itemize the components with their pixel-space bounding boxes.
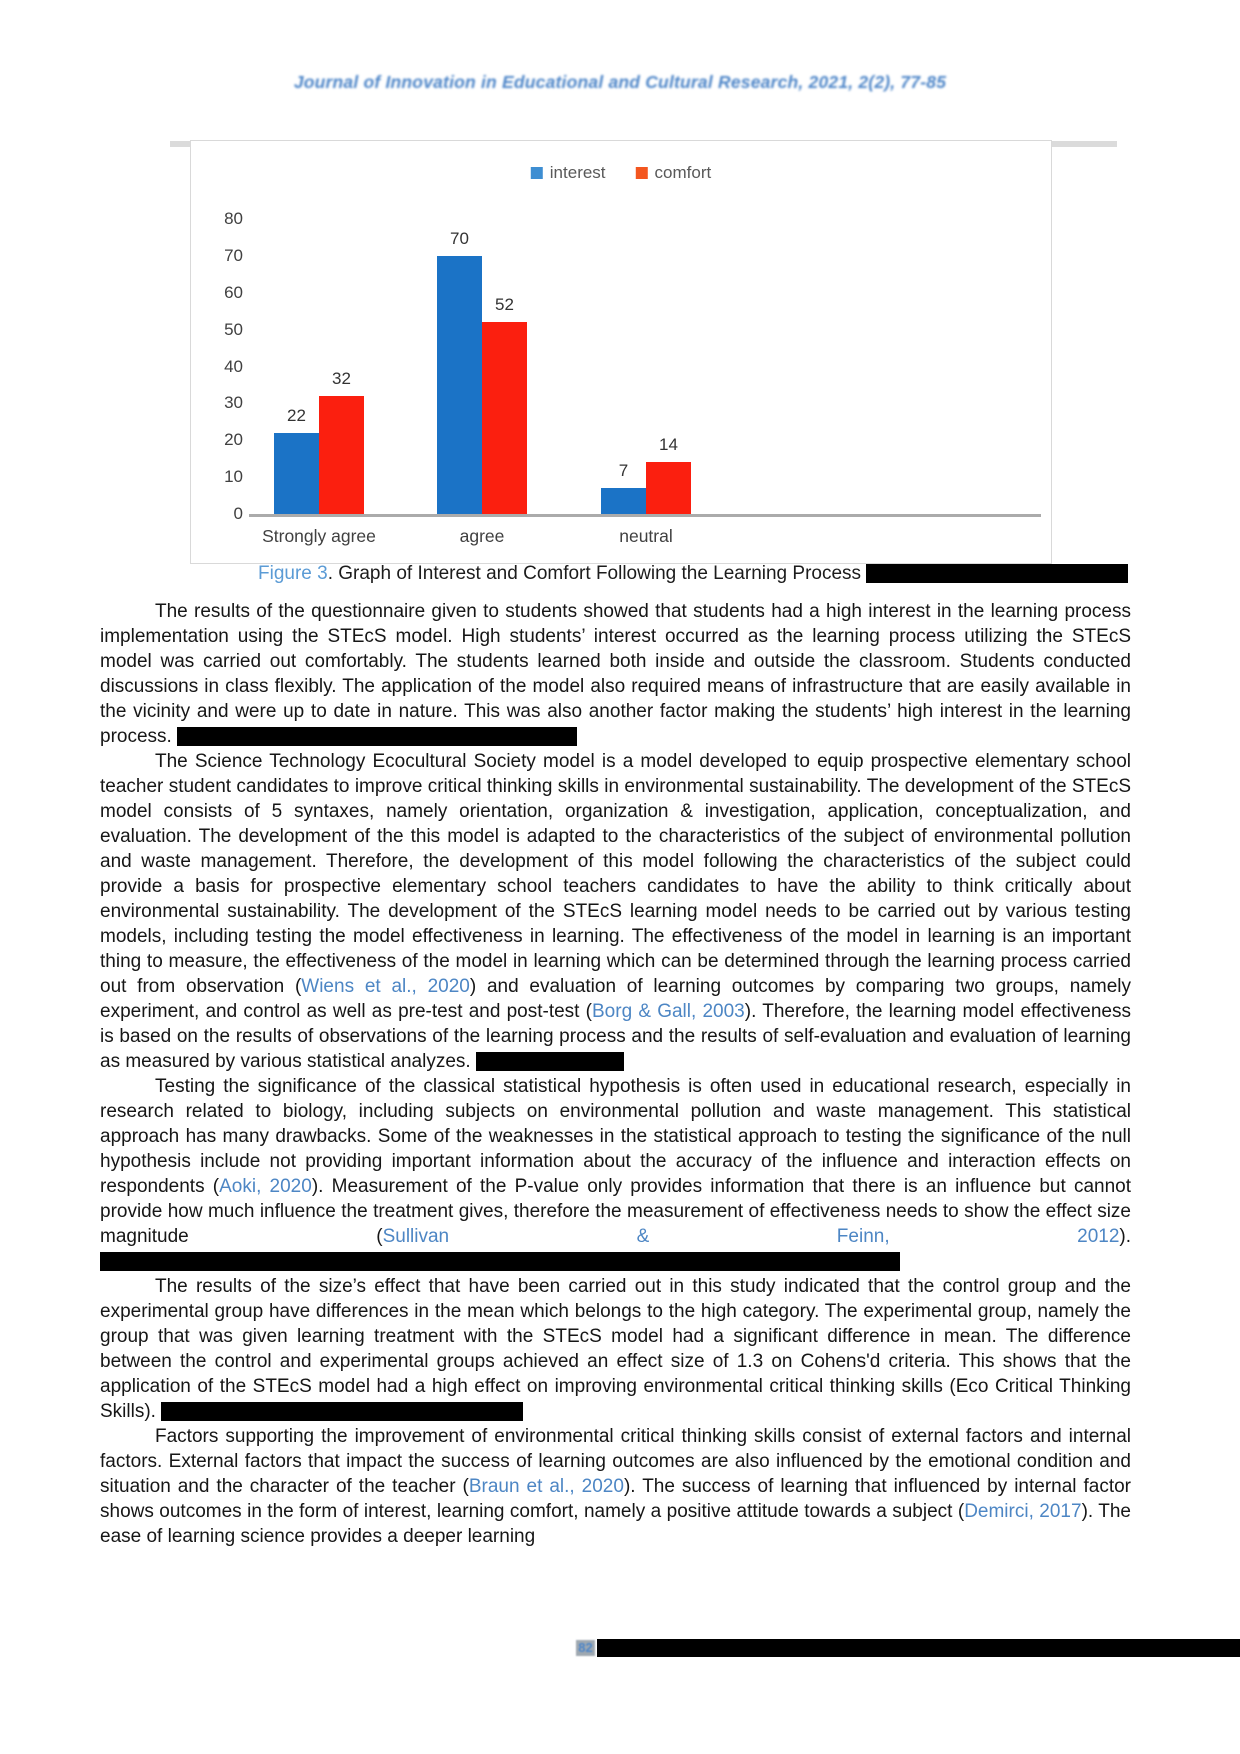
citation-link[interactable]: Sullivan & Feinn, 2012 [382, 1226, 1120, 1247]
paragraph-3 [100, 1074, 1131, 1274]
interest-legend-swatch-icon [531, 167, 543, 179]
paragraph-text: The results of the size’s effect that have been carried out in this study indicated that the control group and the experimental group have differences in the mean which belongs to the high category. The experimental group, namely the group that was given learning treatment with the STEcS model had a significant difference in mean. The difference between the control and experimental groups achieved an effect size of 1.3 on Cohens'd criteria. This shows that the application of the STEcS model had a high effect on improving environmental critical thinking skills (Eco Critical Thinking Skills). [100, 1276, 1131, 1422]
bar-interest-neutral [601, 488, 646, 514]
bar-comfort-neutral [646, 462, 691, 514]
bar-value-label: 52 [495, 295, 514, 315]
bar-value-label: 70 [450, 228, 469, 248]
x-category-label: agree [459, 526, 505, 546]
y-tick-label: 70 [224, 245, 243, 265]
bar-interest-strongly-agree [274, 433, 319, 514]
paragraph-text: The results of the questionnaire given to students showed that students had a high interest in the learning process implementation using the STEcS model. High students’ interest occurred as the learning process utilizing the STEcS model was carried out comfortably. The students learned both inside and outside the classroom. Students conducted discussions in class flexibly. The application of the model also required means of infrastructure that are easily available in the vicinity and were up to date in nature. This was also another factor making the students’ high interest in the learning process. [100, 601, 1131, 747]
bar-value-label: 22 [287, 405, 306, 425]
bar-value-label: 7 [618, 461, 629, 481]
legend-item-comfort [636, 163, 712, 183]
bar-comfort-agree [482, 322, 527, 514]
y-tick-label: 50 [224, 319, 243, 339]
redaction-bar [866, 564, 1128, 583]
y-tick-label: 20 [224, 430, 243, 450]
paragraph-5 [100, 1424, 1131, 1549]
y-tick-label: 80 [224, 209, 243, 228]
paragraph-2 [100, 749, 1131, 1074]
x-category-label: Strongly agree [262, 526, 376, 546]
paragraph-4 [100, 1274, 1131, 1424]
paragraph-text: The Science Technology Ecocultural Society model is a model developed to equip prospective elementary school teacher student candidates to improve critical thinking skills in environmental sustainability. The development of the STEcS model consists of 5 syntaxes, namely orientation, organization & investigation, application, conceptualization, and evaluation. The development of the this model is adapted to the characteristics of the subject of environmental pollution and waste management. Therefore, the development of this model following the characteristics of the subject could provide a basis for prospective elementary school teachers candidates to have the ability to think critically about environmental sustainability. The development of the STEcS learning model needs to be carried out by various testing models, including testing the model effectiveness in learning. The effectiveness of the model in learning is an important thing to measure, the effectiveness of the model in learning which can be determined through the learning process carried out from observation ( [100, 751, 1131, 997]
chart-legend [531, 163, 711, 183]
page-number: 82 [576, 1640, 595, 1656]
figure-caption-text: . Graph of Interest and Comfort Following the Learning Process [327, 563, 862, 584]
x-axis-line [249, 514, 1041, 517]
bar-value-label: 32 [332, 369, 351, 388]
figure-caption-label[interactable]: Figure 3 [258, 563, 328, 584]
redaction-bar [177, 727, 577, 746]
paragraph-text: Factors supporting the improvement of environmental critical thinking skills consist of external factors and internal factors. External factors that impact the success of learning outcomes are also influenced by the emotional condition and situation and the character of the teacher ( [100, 1426, 1131, 1497]
paragraph-text: ). The success of learning that influenced by internal factor shows outcomes in the form of interest, learning comfort, namely a positive attitude towards a subject ( [100, 1476, 1132, 1522]
paragraph-text: Testing the significance of the classical statistical hypothesis is often used in educational research, especially in research related to biology, including subjects on environmental pollution and waste management. This statistical approach has many drawbacks. Some of the weaknesses in the statistical approach to testing the significance of the null hypothesis include not providing important information about the accuracy of the influence and interaction effects on respondents ( [100, 1076, 1131, 1197]
citation-link[interactable]: Aoki, 2020 [219, 1176, 312, 1197]
redaction-bar [476, 1052, 624, 1071]
paragraph-text: ). Measurement of the P-value only provides information that there is an influence but cannot provide how much influence the treatment gives, therefore the measurement of effectiveness needs to show the effect size magnitude ( [100, 1176, 1131, 1247]
journal-header: Journal of Innovation in Educational and Cultural Research, 2021, 2(2), 77-85 [293, 72, 947, 92]
citation-link[interactable]: Demirci, 2017 [964, 1501, 1082, 1522]
paragraph-1 [100, 599, 1131, 749]
bar-comfort-strongly-agree [319, 396, 364, 514]
legend-item-interest [531, 163, 606, 183]
redaction-bar [161, 1402, 523, 1421]
citation-link[interactable]: Braun et al., 2020 [468, 1476, 624, 1497]
legend-label: comfort [654, 163, 712, 182]
y-tick-label: 60 [224, 282, 243, 302]
redaction-bar-footer [597, 1639, 1240, 1657]
body-paragraphs [100, 599, 1131, 1549]
citation-link[interactable]: Wiens et al., 2020 [301, 976, 470, 997]
paragraph-text: ) and evaluation of learning outcomes by comparing two groups, namely experiment, and control as well as pre-test and post-test ( [100, 976, 1131, 1022]
y-tick-label: 0 [233, 504, 243, 523]
figure-caption [100, 563, 1135, 585]
x-category-label: neutral [619, 526, 673, 546]
comfort-legend-swatch-icon [636, 167, 648, 179]
y-tick-label: 10 [224, 467, 243, 487]
paragraph-text: ). [1119, 1226, 1131, 1247]
figure3-chart [190, 140, 1052, 564]
legend-label: interest [549, 163, 606, 182]
paragraph-text: ). Therefore, the learning model effectiveness is based on the results of observations of the learning process and the results of self-evaluation and evaluation of learning as measured by various statistical analyzes. [100, 1001, 1131, 1072]
redaction-bar [100, 1252, 900, 1271]
y-tick-label: 30 [224, 393, 243, 413]
bar-value-label: 14 [659, 435, 678, 455]
citation-link[interactable]: Borg & Gall, 2003 [592, 1001, 745, 1022]
y-tick-label: 40 [224, 356, 243, 376]
paragraph-text: ). The ease of learning science provides a deeper learning [100, 1501, 1131, 1547]
